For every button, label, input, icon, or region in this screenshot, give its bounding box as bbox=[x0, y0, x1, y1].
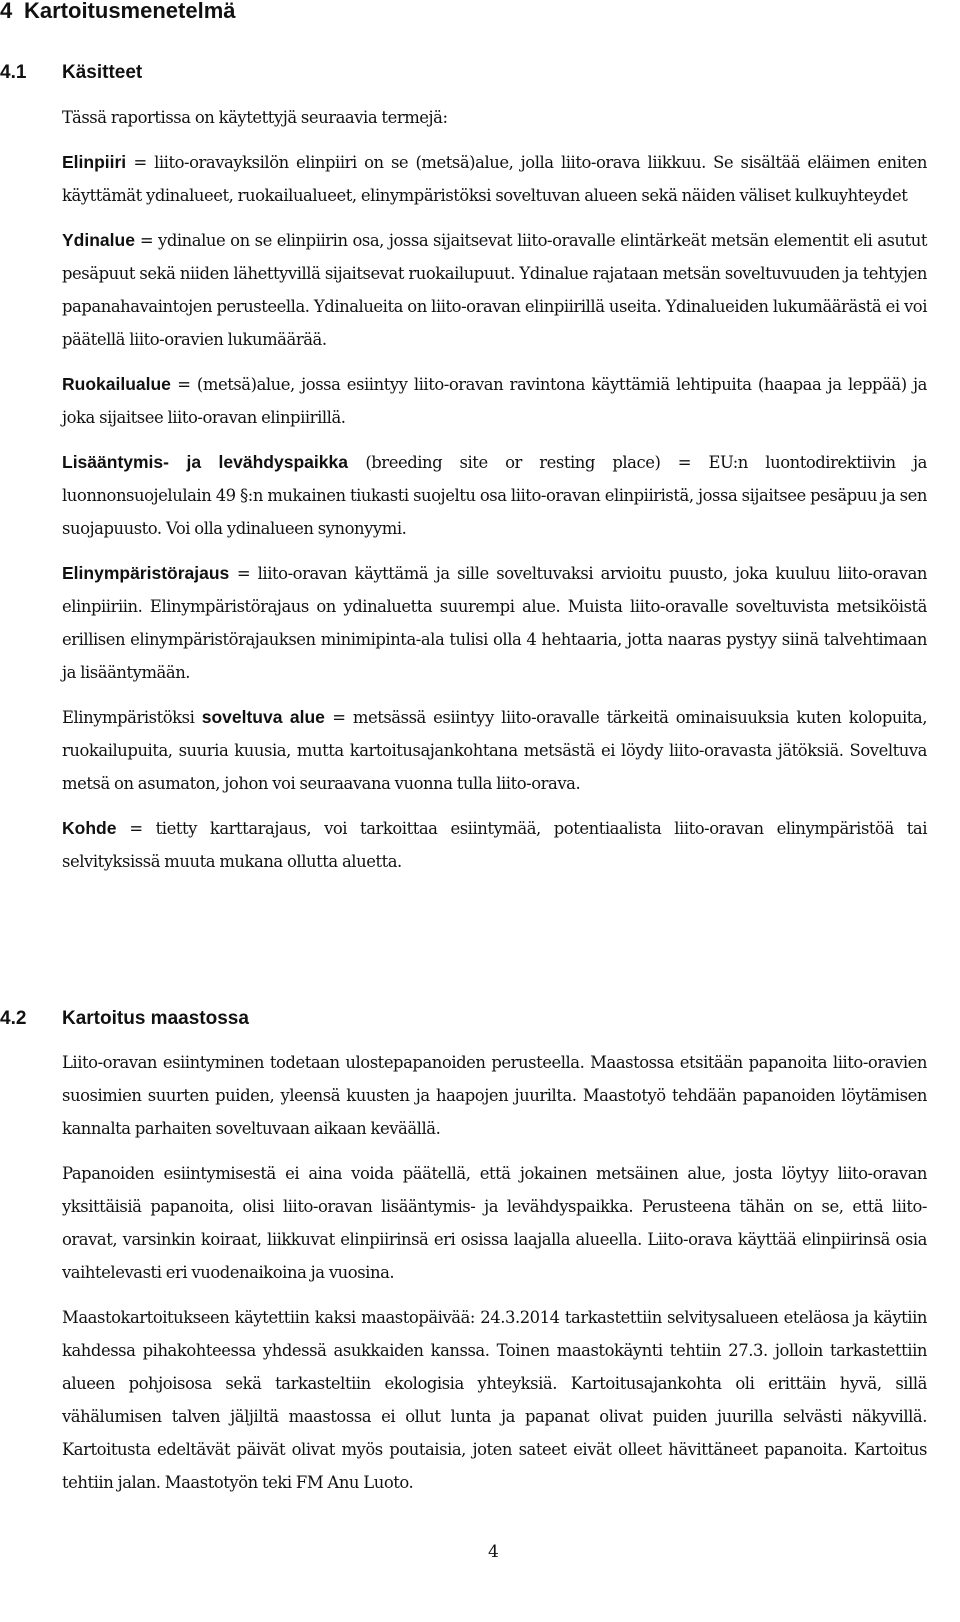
chapter-number: 4 bbox=[0, 0, 13, 23]
body-paragraph: Liito-oravan esiintyminen todetaan ulostepapanoiden perusteella. Maastossa etsitään papanoita liito-oravien suosimien suurten puiden, yleensä kuusten ja haapojen juurilta. Maastotyö tehdään papanoiden löytämisen kannalta parhaiten soveltuvaan aikaan keväällä. bbox=[62, 1053, 927, 1138]
page-number: 4 bbox=[488, 1542, 499, 1562]
section-title: Käsitteet bbox=[62, 62, 143, 83]
definition-elinymparistorajaus bbox=[62, 557, 927, 689]
definition-term: Kohde bbox=[62, 818, 117, 838]
definition-lisaantymispaikka bbox=[62, 446, 927, 545]
chapter-title: Kartoitusmenetelmä bbox=[24, 0, 236, 23]
definition-term: Ydinalue bbox=[62, 230, 135, 250]
definition-text: = (metsä)alue, jossa esiintyy liito-oravan ravintona käyttämiä lehtipuita (haapaa ja leppää) ja joka sijaitsee liito-oravan elinpiirillä. bbox=[62, 375, 927, 427]
definition-term: soveltuva alue bbox=[201, 707, 325, 727]
section-number: 4.1 bbox=[0, 62, 27, 83]
body-paragraph: Papanoiden esiintymisestä ei aina voida päätellä, että jokainen metsäinen alue, josta löytyy liito-oravan yksittäisiä papanoita, olisi liito-oravan lisääntymis- ja levähdyspaikka. Perusteena tähän on se, että liito-oravat, varsinkin koiraat, liikkuvat elinpiirinsä eri osissa laajalla alueella. Liito-orava käyttää elinpiirinsä osia vaihtelevasti eri vuodenaikoina ja vuosina. bbox=[62, 1164, 927, 1282]
section-heading-4-1 bbox=[0, 62, 142, 84]
definition-prefix: Elinympäristöksi bbox=[62, 708, 202, 727]
section-body-4-2 bbox=[62, 1046, 927, 1511]
definition-soveltuva-alue bbox=[62, 701, 927, 800]
chapter-heading bbox=[0, 0, 236, 24]
definition-text: = tietty karttarajaus, voi tarkoittaa esiintymää, potentiaalista liito-oravan elinympäristöä tai selvityksissä muuta mukana ollutta aluetta. bbox=[62, 819, 927, 871]
definition-term: Elinpiiri bbox=[62, 152, 127, 172]
definition-ruokailualue bbox=[62, 368, 927, 434]
definition-ydinalue bbox=[62, 224, 927, 356]
section-number: 4.2 bbox=[0, 1008, 27, 1029]
definition-text: = metsässä esiintyy liito-oravalle tärkeitä ominaisuuksia kuten kolopuita, ruokailupuita, suuria kuusia, mutta kartoitusajankohtana metsästä ei löydy liito-oravasta jätöksiä. Soveltuva metsä on asumaton, johon voi seuraavana vuonna tulla liito-orava. bbox=[62, 708, 927, 793]
definition-text: = liito-oravayksilön elinpiiri on se (metsä)alue, jolla liito-orava liikkuu. Se sisältää eläimen eniten käyttämät ydinalueet, ruokailualueet, elinympäristöksi soveltuvan alueen sekä näiden väliset kulkuyhteydet bbox=[62, 153, 927, 205]
definition-kohde bbox=[62, 812, 927, 878]
section-title: Kartoitus maastossa bbox=[62, 1008, 249, 1029]
intro-paragraph: Tässä raportissa on käytettyjä seuraavia termejä: bbox=[62, 108, 448, 127]
body-paragraph: Maastokartoitukseen käytettiin kaksi maastopäivää: 24.3.2014 tarkastettiin selvitysalueen eteläosa ja käytiin kahdessa pihakohteessa yhdessä asukkaiden kanssa. Toinen maastokäynti tehtiin 27.3. jolloin tarkastettiin alueen pohjoisosa sekä tarkasteltiin ekologisia yhteyksiä. Kartoitusajankohta oli erittäin hyvä, sillä vähälumisen talven jäljiltä maastossa ei ollut lunta ja papanat olivat puiden juurilla selvästi näkyvillä. Kartoitusta edeltävät päivät olivat myös poutaisia, joten sateet eivät olleet hävittäneet papanoita. Kartoitus tehtiin jalan. Maastotyön teki FM Anu Luoto. bbox=[62, 1308, 927, 1492]
definition-text: = liito-oravan käyttämä ja sille soveltuvaksi arvioitu puusto, joka kuuluu liito-oravan elinpiiriin. Elinympäristörajaus on ydinaluetta suurempi alue. Muista liito-oravalle soveltuvista metsiköistä erillisen elinympäristörajauksen minimipinta-ala tulisi olla 4 hehtaaria, jotta naaras pystyy siinä talvehtimaan ja lisääntymään. bbox=[62, 564, 927, 682]
definition-text: (breeding site or resting place) = EU:n luontodirektiivin ja luonnonsuojelulain 49 §:n mukainen tiukasti suojeltu osa liito-oravan elinpiiristä, jossa sijaitsee pesäpuu ja sen suojapuusto. Voi olla ydinalueen synonyymi. bbox=[62, 453, 927, 538]
definition-elinpiiri bbox=[62, 146, 927, 212]
section-body-4-1 bbox=[62, 101, 927, 890]
section-heading-4-2 bbox=[0, 1008, 249, 1030]
definition-term: Lisääntymis- ja levähdyspaikka bbox=[62, 452, 348, 472]
definition-term: Elinympäristörajaus bbox=[62, 563, 230, 583]
definition-text: = ydinalue on se elinpiirin osa, jossa sijaitsevat liito-oravalle elintärkeät metsän elementit eli asutut pesäpuut sekä niiden lähettyvillä sijaitsevat ruokailupuut. Ydinalue rajataan metsän soveltuvuuden ja tehtyjen papanahavaintojen perusteella. Ydinalueita on liito-oravan elinpiirillä useita. Ydinalueiden lukumäärästä ei voi päätellä liito-oravien lukumäärää. bbox=[62, 231, 927, 349]
definition-term: Ruokailualue bbox=[62, 374, 171, 394]
